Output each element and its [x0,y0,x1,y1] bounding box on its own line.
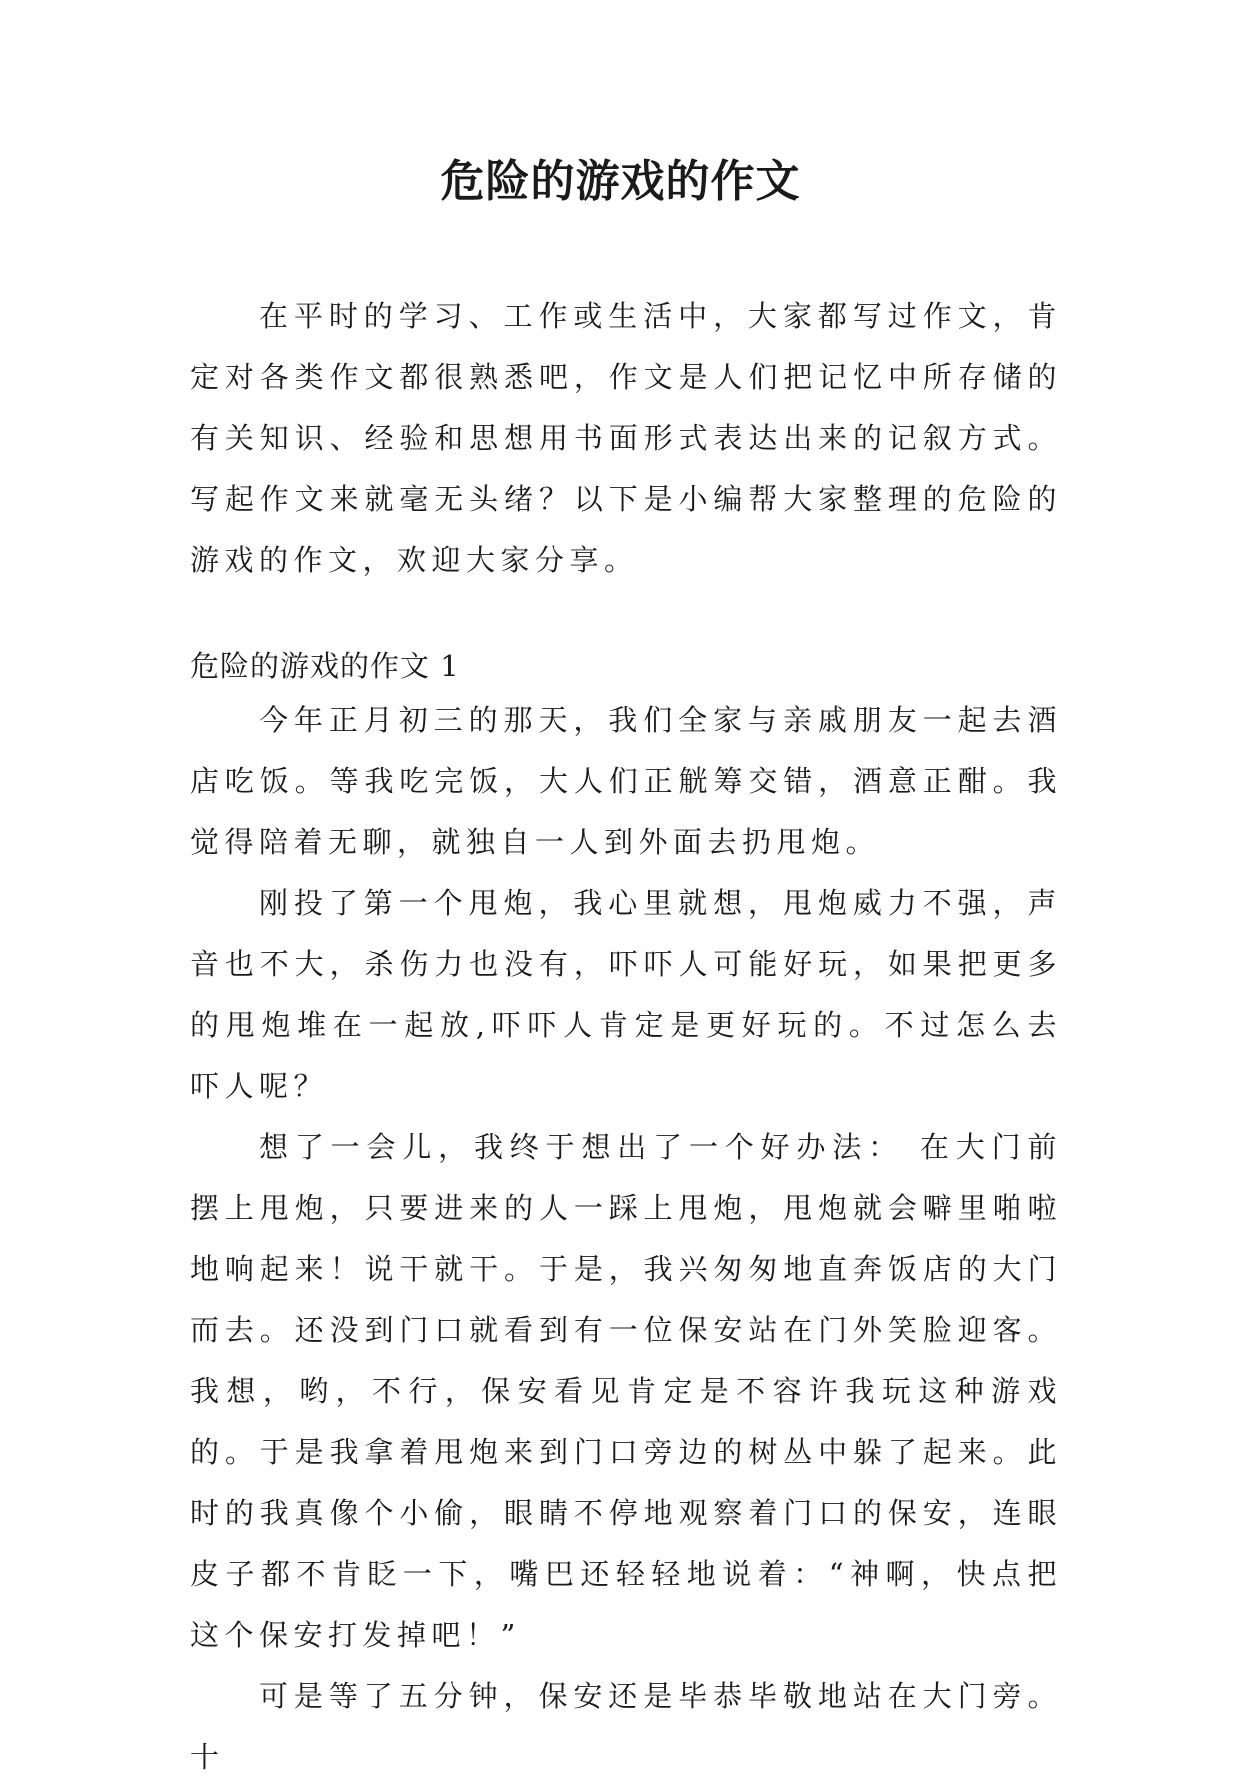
intro-block [190,286,1062,591]
document-title: 危险的游戏的作文 [440,156,801,207]
intro-paragraph: 在平时的学习、工作或生活中，大家都写过作文，肯定对各类作文都很熟悉吧，作文是人们把记忆中所存储的有关知识、经验和思想用书面形式表达出来的记叙方式。写起作文来就毫无头绪？以下是小编帮大家整理的危险的游戏的作文，欢迎大家分享。 [190,299,1062,577]
essay-paragraph-3: 想了一会儿，我终于想出了一个好办法： 在大门前摆上甩炮，只要进来的人一踩上甩炮，甩炮就会噼里啪啦地响起来！说干就干。于是，我兴匆匆地直奔饭店的大门而去。还没到门口就看到有一位保安站在门外笑脸迎客。我想，哟，不行，保安看见肯定是不容许我玩这种游戏的。于是我拿着甩炮来到门口旁边的树丛中躲了起来。此时的我真像个小偷，眼睛不停地观察着门口的保安，连眼皮子都不肯眨一下，嘴巴还轻轻地说着：“神啊，快点把这个保安打发掉吧！” [190,1130,1062,1652]
essay-paragraph-2: 刚投了第一个甩炮，我心里就想，甩炮威力不强，声音也不大，杀伤力也没有，吓吓人可能好玩，如果把更多的甩炮堆在一起放,吓吓人肯定是更好玩的。不过怎么去吓人呢？ [190,886,1062,1103]
section-heading: 危险的游戏的作文 1 [190,649,460,683]
essay-paragraph-4: 可是等了五分钟，保安还是毕恭毕敬地站在大门旁。十 [190,1679,1062,1774]
essay-body [190,690,1062,1788]
essay-paragraph-1: 今年正月初三的那天，我们全家与亲戚朋友一起去酒店吃饭。等我吃完饭，大人们正觥筹交错，酒意正酣。我觉得陪着无聊，就独自一人到外面去扔甩炮。 [190,703,1062,859]
